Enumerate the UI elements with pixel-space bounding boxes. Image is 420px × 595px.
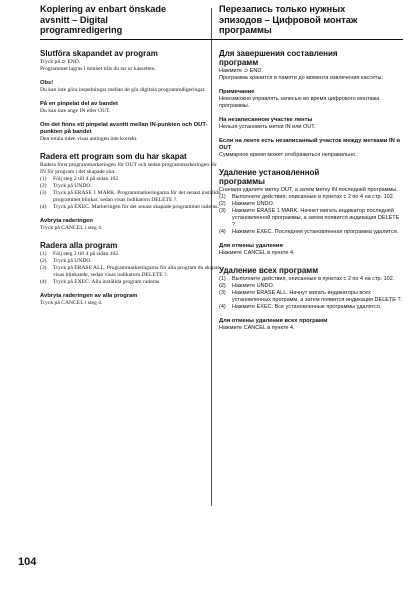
- right-erase-all-heading: Удаление всех программ: [219, 266, 319, 276]
- left-title-rule: [40, 39, 224, 41]
- left-erase-prog-heading: Radera ett program som du har skapat: [40, 152, 187, 162]
- list-item: (2) Tryck på UNDO.: [40, 183, 92, 190]
- list-item: (4) Нажмите EXEC. Последняя установленная программа удалится.: [219, 229, 399, 236]
- right-note-label: Примечание: [219, 89, 255, 96]
- list-item: (1) Выполните действия, описанные в пунктах с 2 по 4 на стр. 102.: [219, 276, 395, 283]
- right-note-body-at-end: Нельзя установить метки IN или OUT.: [219, 124, 316, 131]
- left-erase-prog-cancel-body: Tryck på CANCEL i steg 4.: [40, 225, 103, 232]
- right-erase-prog-cancel-heading: Для отмены удаления: [219, 243, 283, 250]
- left-note-header-blank: Om det finns ett pinpelat avsnitt mellan IN-punkten och OUT-punkten på bandet: [40, 122, 208, 136]
- list-item: (3) Tryck på ERASE ALL. Programmarkeringarna för alla program du skapat visas blinkande, sedan visas indikatorn DELETE ?.: [40, 265, 220, 279]
- list-item: (1) Följ steg 2 till 4 på sidan 102.: [40, 251, 120, 258]
- right-note-body-blank: Суммарное время может отображаться неправильно.: [219, 152, 357, 159]
- right-finish-heading: Для завершения составления программ: [219, 49, 338, 68]
- list-item: (3) Tryck på ERASE 1 MARK. Programmarkeringarna för det senast inställda programmet blinkar, sedan visas indikatorn DELETE ?.: [40, 190, 221, 204]
- left-page-title: Koplering av enbart önskade avsnitt – Digital programredigering: [40, 4, 167, 36]
- left-finish-body-1: Tryck på ⊃ END.: [40, 59, 81, 66]
- right-note-header-blank: Если на ленте есть незаписанный участок между метками IN и OUT: [219, 138, 400, 152]
- right-note-header-at-end: На незаписанном участке ленты: [219, 117, 313, 124]
- list-item: (2) Нажмите UNDO.: [219, 201, 275, 208]
- right-erase-prog-intro: Сначала удалите метку OUT, а затем метку IN последней программы.: [219, 187, 398, 194]
- left-erase-all-cancel-body: Tryck på CANCEL i steg 4.: [40, 300, 103, 307]
- list-item: (4) Tryck på EXEC. Markeringen för det senast skapade programmet raderas.: [40, 204, 219, 211]
- right-erase-all-steps: [219, 276, 403, 311]
- list-item: (3) Нажмите ERASE 1 MARK. Начнет мигать индикатор последней установленной программы, а затем появится индикация DELETE ?.: [219, 208, 400, 229]
- page-number: 104: [18, 556, 37, 568]
- right-finish-body-2: Программа хранится в памяти до момента извлечения кассеты.: [219, 75, 383, 82]
- list-item: (2) Нажмите UNDO.: [219, 283, 275, 290]
- right-note-body: Невозможно управлять записью во время цифрового монтажа программы.: [219, 96, 380, 110]
- left-erase-all-heading: Radera alla program: [40, 241, 118, 251]
- left-note-body-blank: Den totala tiden visas antingen inte korrekt.: [40, 136, 138, 143]
- list-item: (1) Följ steg 2 till 4 på sidan 102.: [40, 176, 120, 183]
- right-erase-prog-steps: [219, 194, 403, 236]
- list-item: (1) Выполните действия, описанные в пунктах с 2 по 4 на стр. 102.: [219, 194, 395, 201]
- right-page-title: Перезапись только нужных эпизодов – Цифровой монтаж программы: [219, 4, 358, 36]
- right-erase-prog-cancel-body: Нажмите CANCEL в пункте 4.: [219, 250, 295, 257]
- left-erase-prog-intro: Radera först programmarkeringen för OUT och sedan programmarkeringen för IN för program i det skapade slut.: [40, 162, 217, 176]
- right-column: [219, 4, 403, 332]
- right-erase-prog-heading: Удаление установленной программы: [219, 168, 320, 187]
- list-item: (3) Нажмите ERASE ALL. Начнут мигать индикаторы всех установленных программ, а затем появится индикация DELETE ?.: [219, 290, 403, 304]
- right-erase-all-cancel-body: Нажмите CANCEL в пункте 4.: [219, 325, 295, 332]
- left-note-label: Obs!: [40, 80, 54, 87]
- left-note-body: Du kan inte göra inspelningar mellan de gör digitala programredigeringar.: [40, 87, 206, 94]
- list-item: (4) Tryck på EXEC. Alla inställda program raderas.: [40, 279, 161, 286]
- right-title-rule: [219, 39, 403, 41]
- left-erase-all-steps: [40, 251, 224, 286]
- left-erase-prog-cancel-heading: Avbryta raderingen: [40, 218, 93, 225]
- left-column: [40, 4, 224, 307]
- left-erase-all-cancel-heading: Avbryta raderingen av alla program: [40, 293, 138, 300]
- list-item: (4) Нажмите EXEC. Все установленные программы удалятся.: [219, 304, 382, 311]
- left-erase-prog-steps: [40, 176, 224, 211]
- right-erase-all-cancel-heading: Для отмены удаления всех программ: [219, 318, 328, 325]
- left-note-body-at-end: Du kan inte ange IN eller OUT.: [40, 108, 111, 115]
- left-finish-heading: Slutföra skapandet av program: [40, 49, 158, 59]
- list-item: (2) Tryck på UNDO.: [40, 258, 92, 265]
- right-finish-body-1: Нажмите ⊃ END.: [219, 68, 263, 75]
- left-finish-body-2: Programmet lagras i minnet tills du tar ur kassetten.: [40, 66, 156, 73]
- left-note-header-at-end: På en pinpelat del av bandet: [40, 101, 118, 108]
